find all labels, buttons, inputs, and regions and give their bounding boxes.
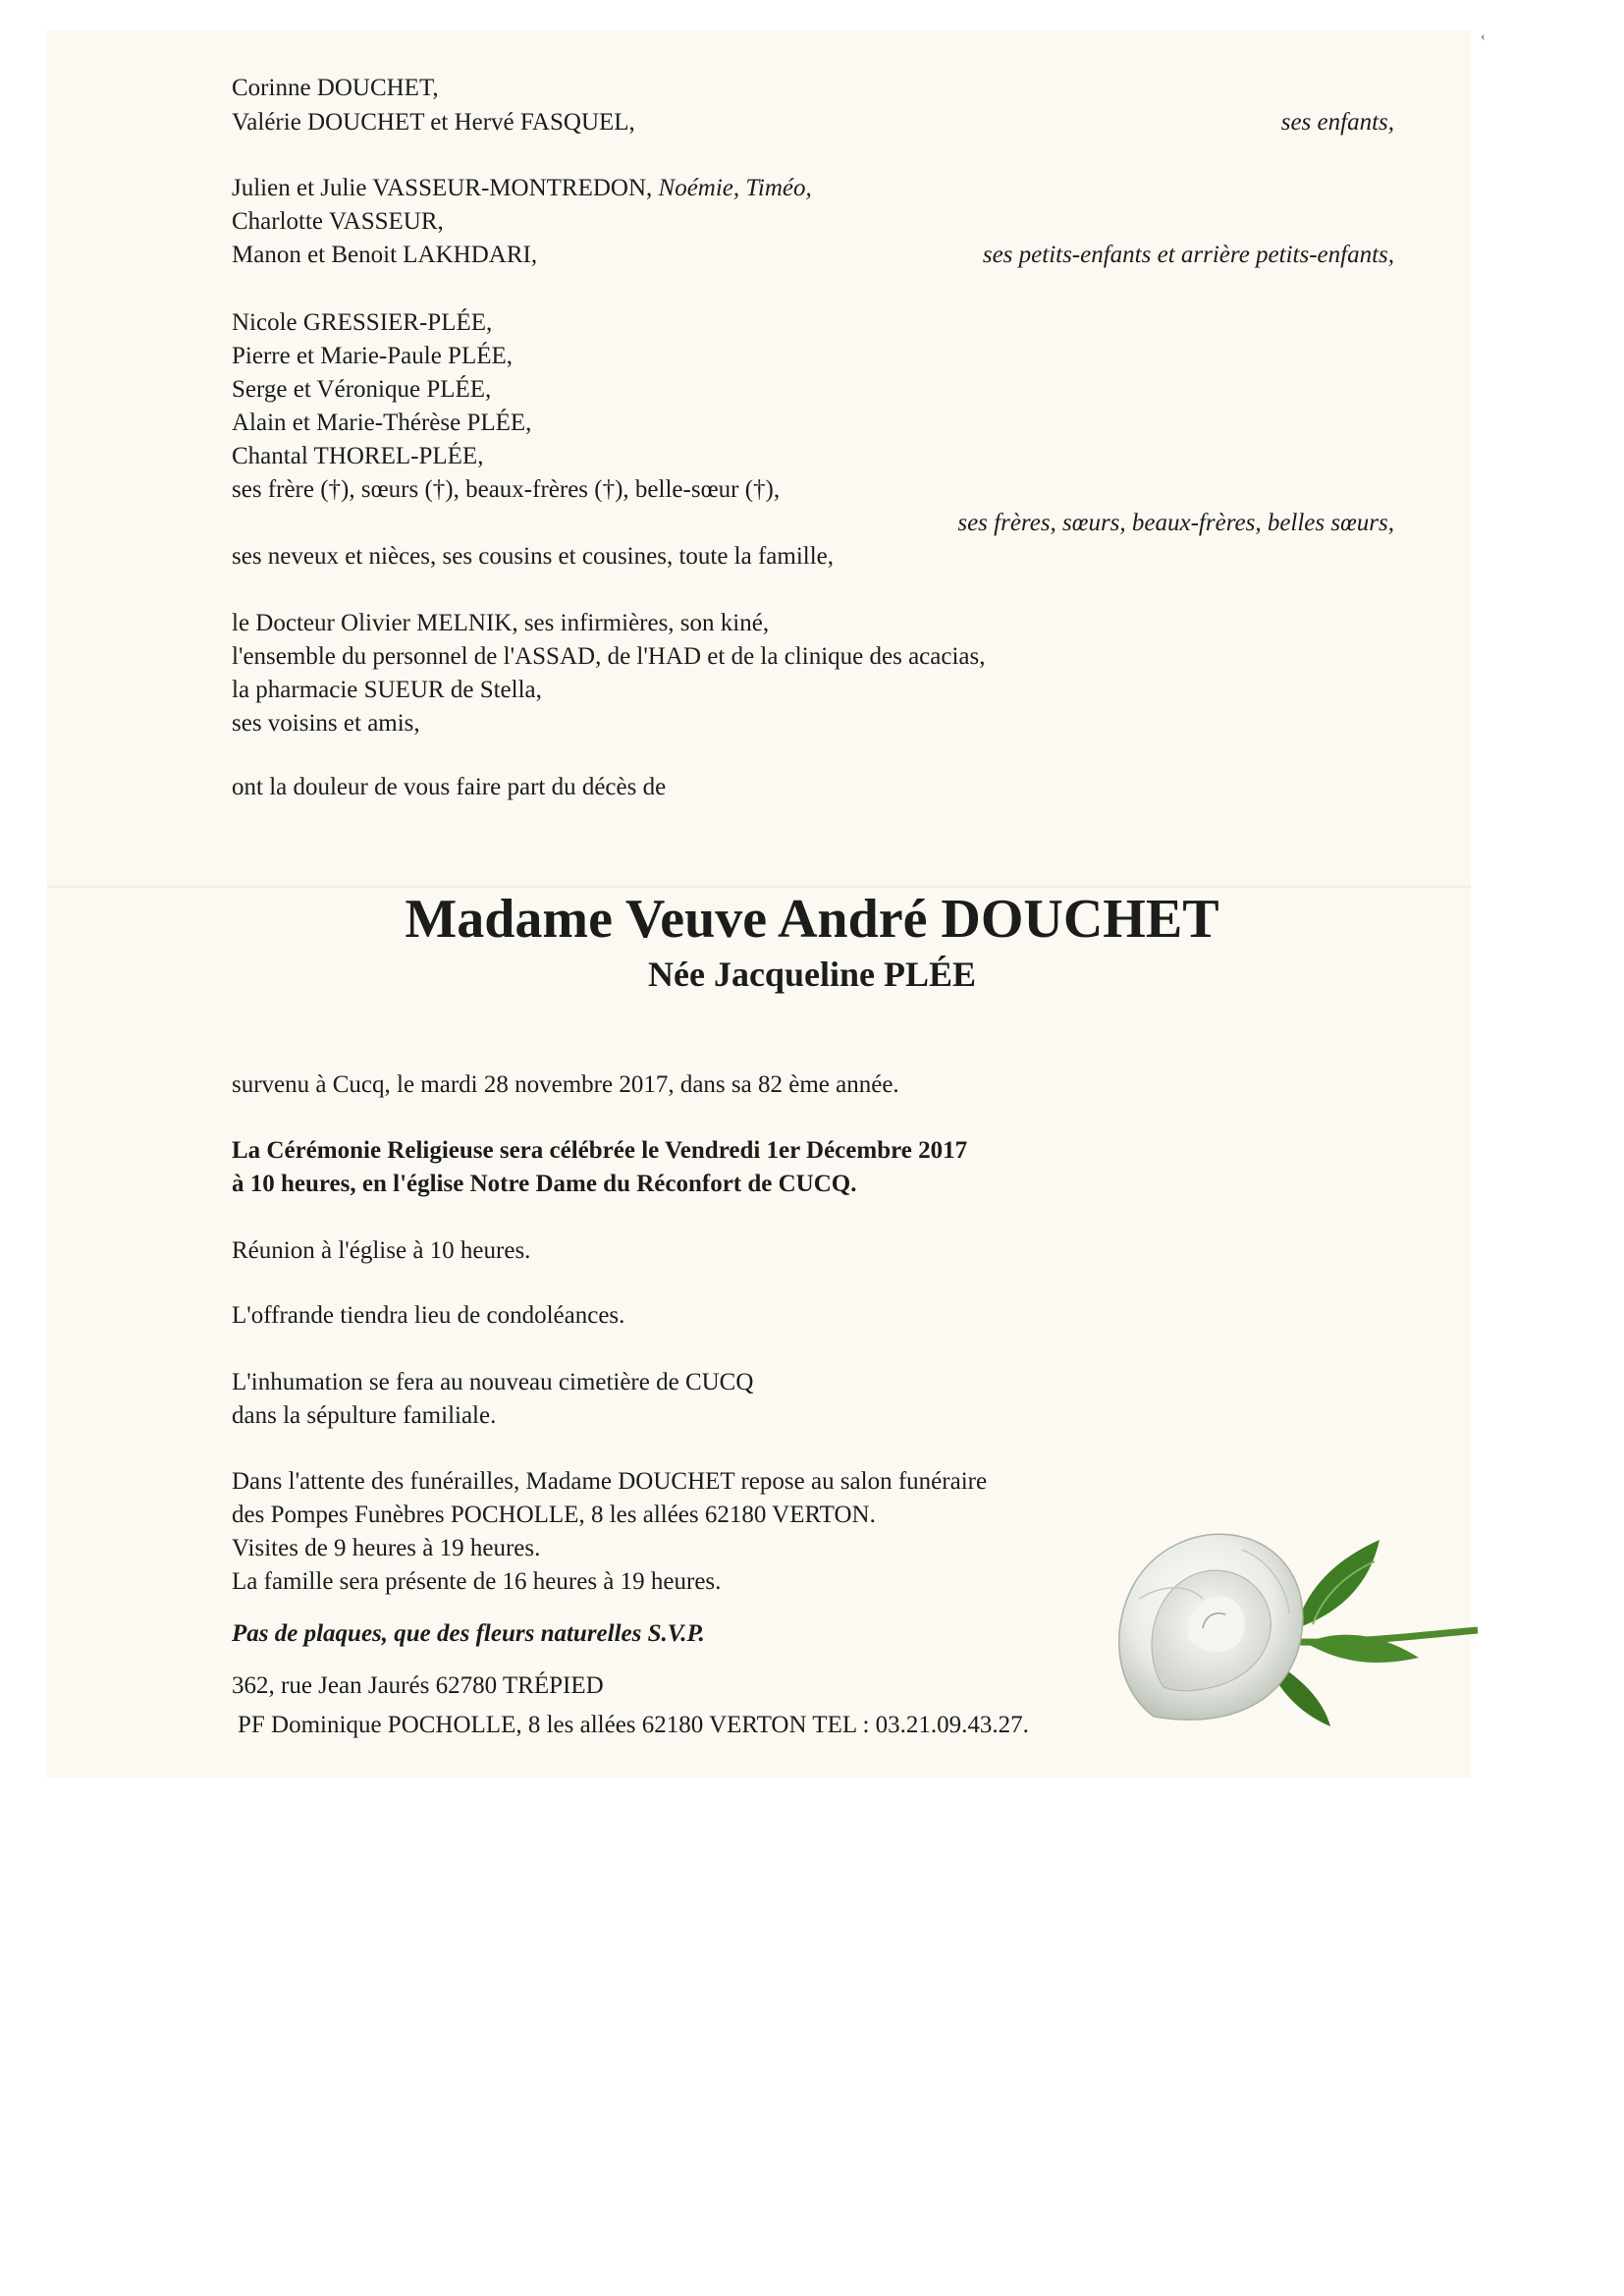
great-grandchild-names: Noémie, Timéo, <box>658 175 812 201</box>
ceremony-line: La Cérémonie Religieuse sera célébrée le Vendredi 1er Décembre 2017 <box>232 1137 968 1164</box>
care-line: le Docteur Olivier MELNIK, ses infirmières, son kiné, <box>232 610 770 636</box>
wake-line: Visites de 9 heures à 19 heures. <box>232 1535 541 1561</box>
care-line: la pharmacie SUEUR de Stella, <box>232 677 542 703</box>
children-label: ses enfants, <box>1280 109 1394 136</box>
corner-mark: ‹ <box>1481 29 1486 44</box>
deceased-name: Madame Veuve André DOUCHET <box>405 889 1219 950</box>
sibling-line: ses frère (†), sœurs (†), beaux-frères (†), belle-sœur (†), <box>232 476 781 503</box>
grandchild-line <box>232 174 812 203</box>
grandchild-line: Manon et Benoit LAKHDARI, <box>232 242 538 268</box>
wake-line: Dans l'attente des funérailles, Madame DOUCHET repose au salon funéraire <box>232 1468 988 1495</box>
burial-line: L'inhumation se fera au nouveau cimetière de CUCQ <box>232 1369 754 1395</box>
flowers-note: Pas de plaques, que des fleurs naturelles S.V.P. <box>232 1620 705 1647</box>
ceremony-line: à 10 heures, en l'église Notre Dame du Réconfort de CUCQ. <box>232 1171 857 1197</box>
meeting-line: Réunion à l'église à 10 heures. <box>232 1237 531 1264</box>
grandchild-line: Charlotte VASSEUR, <box>232 208 444 235</box>
announcement-line: ont la douleur de vous faire part du décès de <box>232 774 667 800</box>
child-line: Corinne DOUCHET, <box>232 75 439 101</box>
grandchild-names: Julien et Julie VASSEUR-MONTREDON, <box>232 175 653 201</box>
wake-line: La famille sera présente de 16 heures à 19 heures. <box>232 1568 722 1595</box>
care-line: ses voisins et amis, <box>232 710 420 737</box>
care-line: l'ensemble du personnel de l'ASSAD, de l'HAD et de la clinique des acacias, <box>232 643 986 670</box>
sibling-line: Serge et Véronique PLÉE, <box>232 376 492 403</box>
wake-line: des Pompes Funèbres POCHOLLE, 8 les allées 62180 VERTON. <box>232 1502 876 1528</box>
undertaker-line: PF Dominique POCHOLLE, 8 les allées 62180 VERTON TEL : 03.21.09.43.27. <box>238 1712 1029 1738</box>
child-line: Valérie DOUCHET et Hervé FASQUEL, <box>232 109 635 136</box>
sibling-line: Nicole GRESSIER-PLÉE, <box>232 309 493 336</box>
sibling-line: Alain et Marie-Thérèse PLÉE, <box>232 410 532 436</box>
siblings-label: ses frères, sœurs, beaux-frères, belles sœurs, <box>957 510 1394 536</box>
sibling-line: Pierre et Marie-Paule PLÉE, <box>232 343 514 369</box>
address-line: 362, rue Jean Jaurés 62780 TRÉPIED <box>232 1672 604 1699</box>
sibling-line: Chantal THOREL-PLÉE, <box>232 443 484 469</box>
grandchildren-label: ses petits-enfants et arrière petits-enfants, <box>982 242 1394 268</box>
deceased-birth-name: Née Jacqueline PLÉE <box>648 955 976 994</box>
burial-line: dans la sépulture familiale. <box>232 1402 497 1429</box>
death-details: survenu à Cucq, le mardi 28 novembre 2017, dans sa 82 ème année. <box>232 1071 899 1098</box>
extended-family-line: ses neveux et nièces, ses cousins et cousines, toute la famille, <box>232 543 835 570</box>
white-rose-illustration <box>1095 1491 1478 1746</box>
offering-line: L'offrande tiendra lieu de condoléances. <box>232 1302 625 1329</box>
